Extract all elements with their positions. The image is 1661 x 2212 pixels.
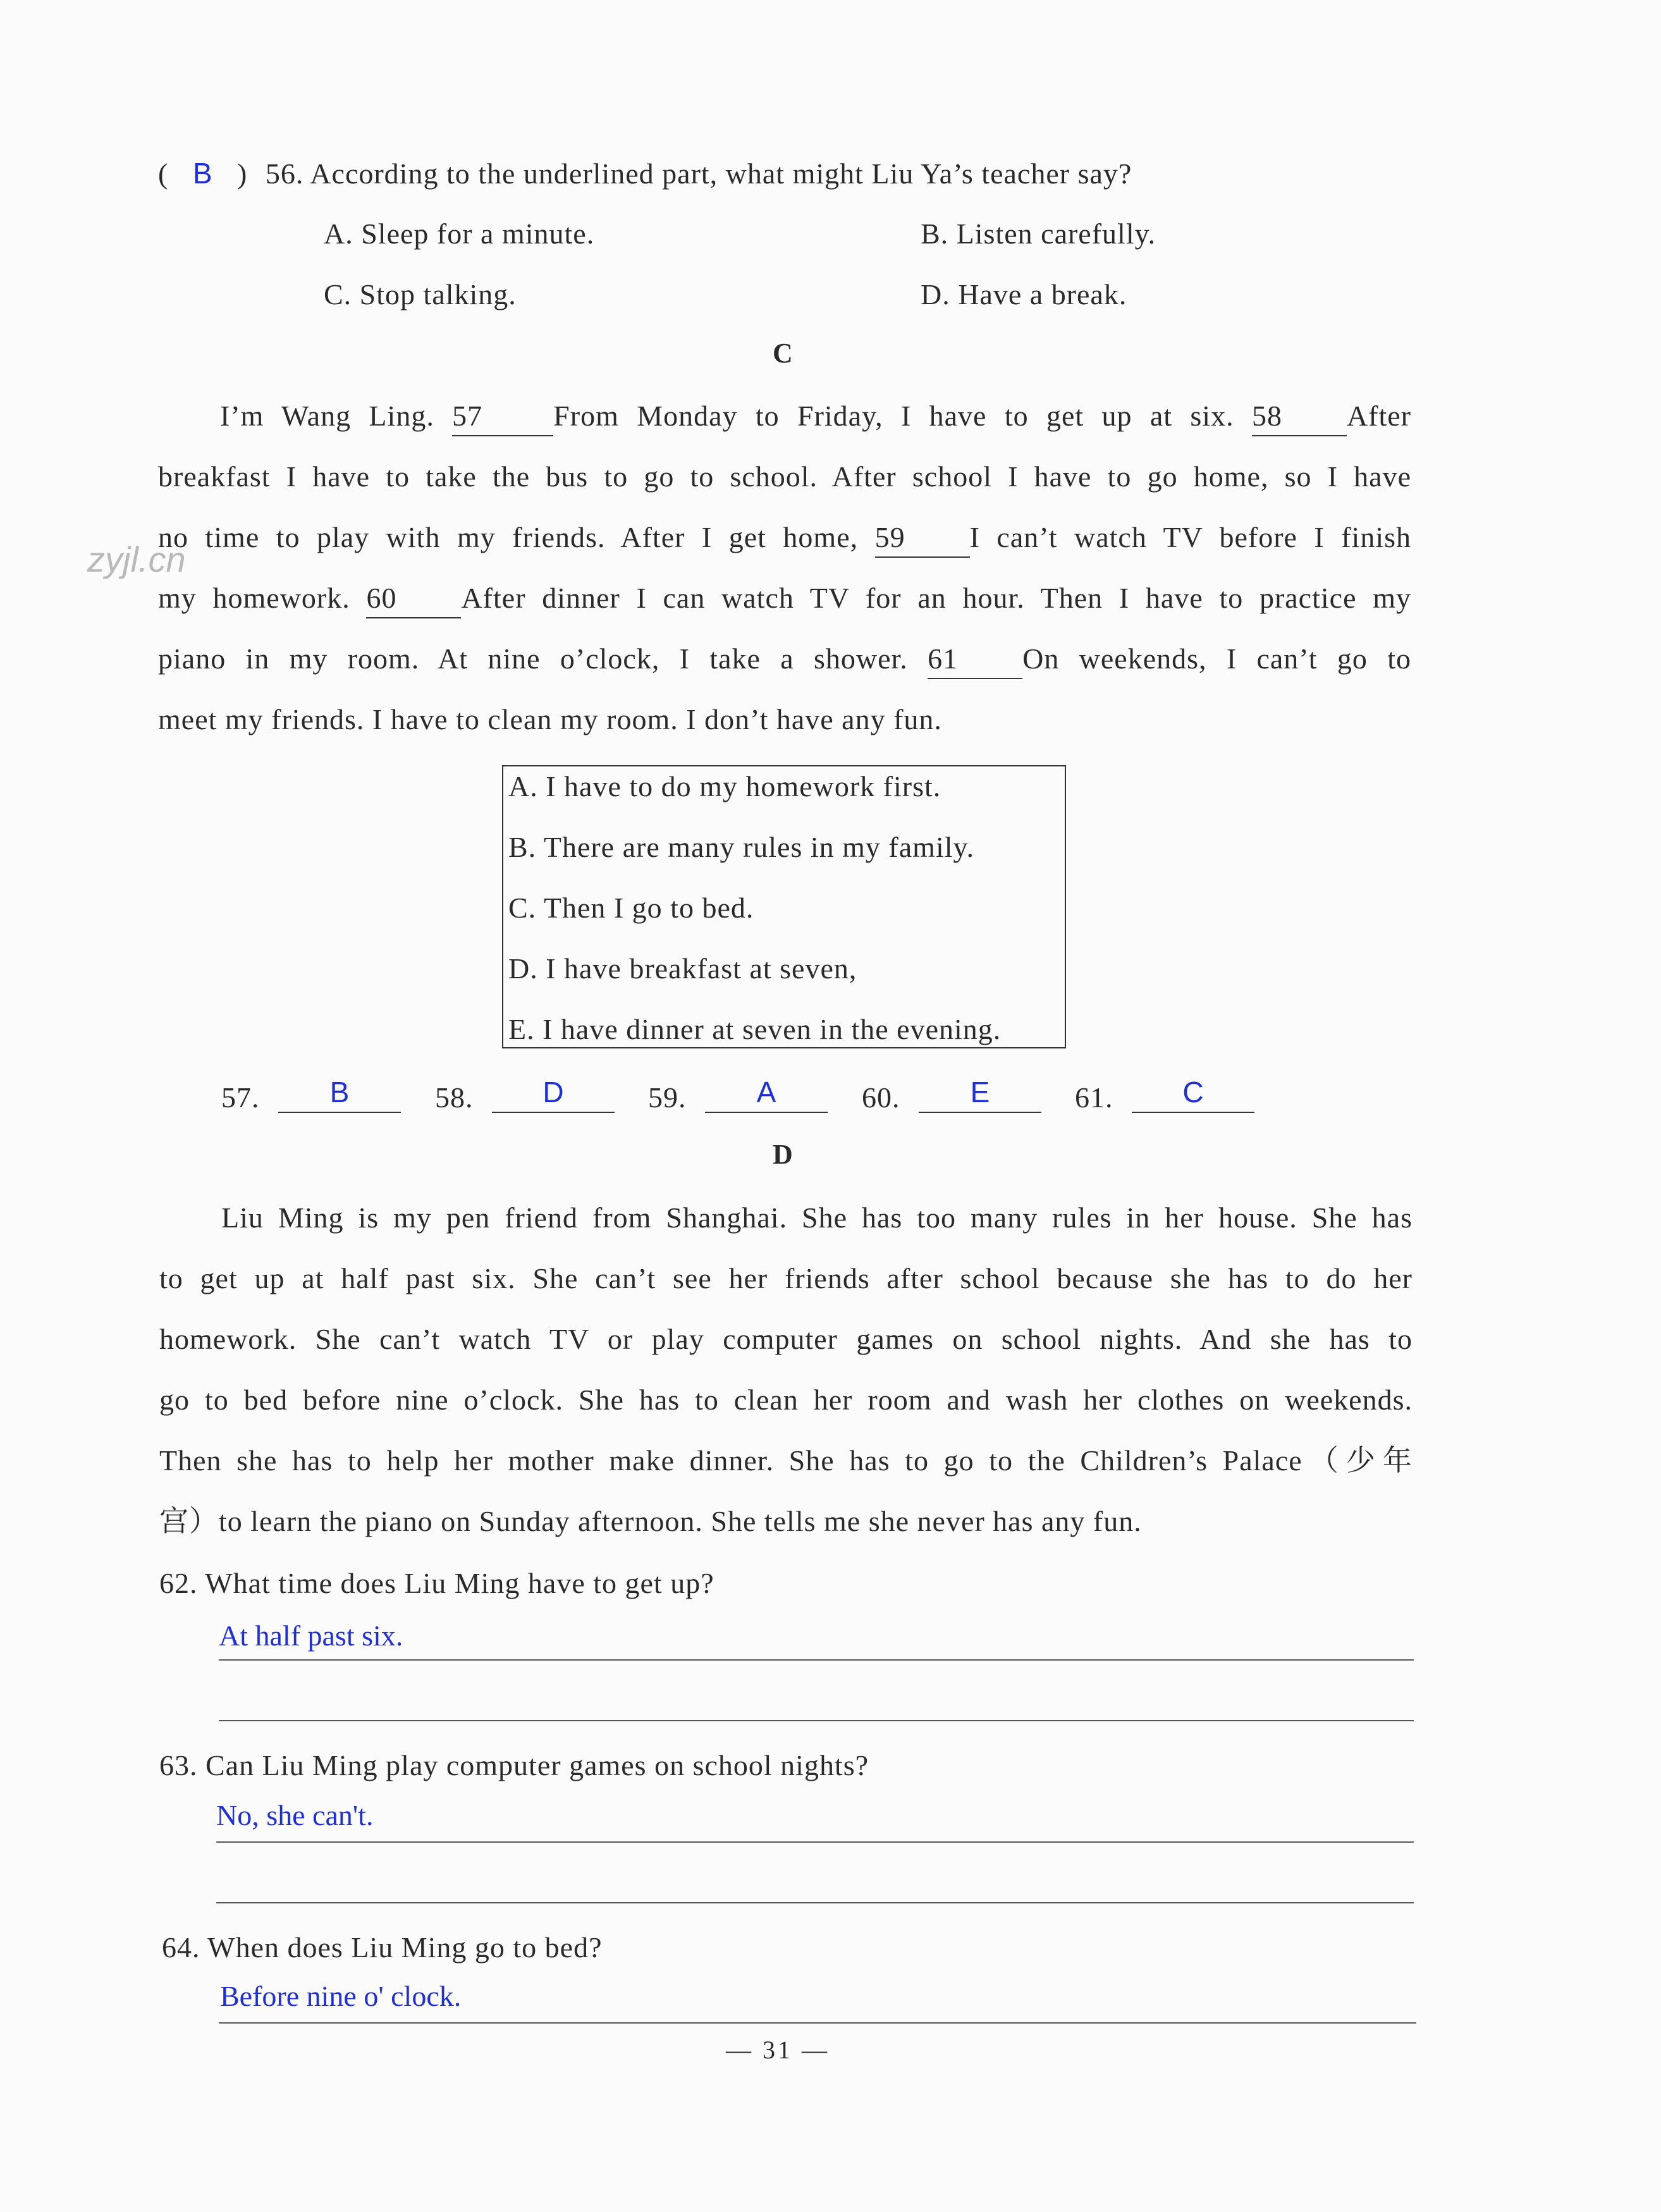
- passage-d-line-3: homework. She can’t watch TV or play computer games on school nights. And she has to: [159, 1323, 1413, 1355]
- page-number: — 31 —: [726, 2036, 830, 2064]
- q64-text: 64. When does Liu Ming go to bed?: [162, 1931, 603, 1963]
- answer-line: [219, 1720, 1414, 1721]
- blank-58: 58: [1252, 397, 1347, 436]
- line-text: no time to play with my friends. After I get home,: [158, 521, 875, 553]
- watermark: zyjl.cn: [87, 539, 186, 579]
- passage-d-line-6: 宫）to learn the piano on Sunday afternoon. She tells me she never has any fun.: [159, 1505, 1142, 1537]
- blank-59: 59: [875, 519, 970, 558]
- passage-d-line-5: Then she has to help her mother make dinner. She has to go to the Children’s Palace（少年: [159, 1444, 1413, 1477]
- line-text: After dinner I can watch TV for an hour. Then I have to practice my: [461, 582, 1411, 614]
- q56-option-b: B. Listen carefully.: [921, 218, 1156, 250]
- paren-open: (: [158, 157, 169, 190]
- answer-line: [219, 1659, 1414, 1661]
- q56-stem: 56. According to the underlined part, what might Liu Ya’s teacher say?: [265, 157, 1132, 190]
- q56-option-c: C. Stop talking.: [324, 278, 517, 310]
- line-text: I’m Wang Ling.: [220, 400, 453, 432]
- answer-60-label: 60.: [862, 1081, 900, 1114]
- choice-e: E. I have dinner at seven in the evening.: [508, 1013, 1002, 1045]
- choice-c: C. Then I go to bed.: [508, 892, 754, 924]
- q64-answer: Before nine o' clock.: [220, 1980, 462, 2012]
- paren-close: ): [237, 157, 248, 190]
- q56-option-a: A. Sleep for a minute.: [324, 218, 595, 250]
- blank-57: 57: [452, 397, 553, 436]
- q62-text: 62. What time does Liu Ming have to get up?: [159, 1567, 714, 1599]
- line-text: From Monday to Friday, I have to get up at six.: [553, 400, 1252, 432]
- passage-d-line-1: Liu Ming is my pen friend from Shanghai. She has too many rules in her house. She has: [221, 1201, 1413, 1234]
- answer-60-value: E: [919, 1072, 1041, 1113]
- passage-d-line-2: to get up at half past six. She can’t see her friends after school because she has to do her: [159, 1262, 1413, 1294]
- line-text: my homework.: [158, 582, 367, 614]
- section-c-heading: C: [773, 338, 793, 369]
- passage-c-line-4: [158, 579, 1411, 618]
- q63-answer: No, she can't.: [216, 1799, 374, 1831]
- section-d-heading: D: [773, 1139, 793, 1170]
- line-text: After: [1346, 400, 1411, 432]
- q56-stem-line: [158, 154, 1132, 193]
- answer-57-label: 57.: [221, 1081, 260, 1114]
- q62-answer: At half past six.: [219, 1619, 403, 1652]
- answer-58-value: D: [492, 1072, 615, 1113]
- passage-d-line-4: go to bed before nine o’clock. She has to clean her room and wash her clothes on weekends.: [159, 1384, 1413, 1416]
- line-text: On weekends, I can’t go to: [1022, 642, 1411, 675]
- answer-61-label: 61.: [1075, 1081, 1113, 1114]
- answer-line: [216, 1841, 1414, 1843]
- line-text: I can’t watch TV before I finish: [969, 521, 1412, 553]
- passage-c-line-1: [220, 397, 1411, 436]
- passage-c-line-2: breakfast I have to take the bus to go to school. After school I have to go home, so I have: [158, 460, 1411, 493]
- choice-a: A. I have to do my homework first.: [508, 770, 941, 802]
- answer-57-value: B: [278, 1072, 401, 1113]
- q56-option-d: D. Have a break.: [921, 278, 1127, 310]
- q63-text: 63. Can Liu Ming play computer games on school nights?: [159, 1749, 869, 1781]
- answer-59-label: 59.: [648, 1081, 687, 1114]
- q56-answer: B: [192, 157, 213, 190]
- answer-58-label: 58.: [435, 1081, 474, 1114]
- choice-b: B. There are many rules in my family.: [508, 831, 975, 863]
- passage-c-line-5: [158, 640, 1411, 679]
- passage-c-line-6: meet my friends. I have to clean my room. I don’t have any fun.: [158, 703, 942, 735]
- answer-59-value: A: [705, 1072, 828, 1113]
- blank-61: 61: [928, 640, 1022, 679]
- answer-line: [216, 1902, 1414, 1903]
- line-text: piano in my room. At nine o’clock, I take a shower.: [158, 642, 928, 675]
- passage-c-line-3: [158, 519, 1411, 558]
- blank-60: 60: [366, 579, 461, 618]
- choice-d: D. I have breakfast at seven,: [508, 952, 857, 985]
- answer-line: [219, 2022, 1416, 2024]
- answer-61-value: C: [1132, 1072, 1254, 1113]
